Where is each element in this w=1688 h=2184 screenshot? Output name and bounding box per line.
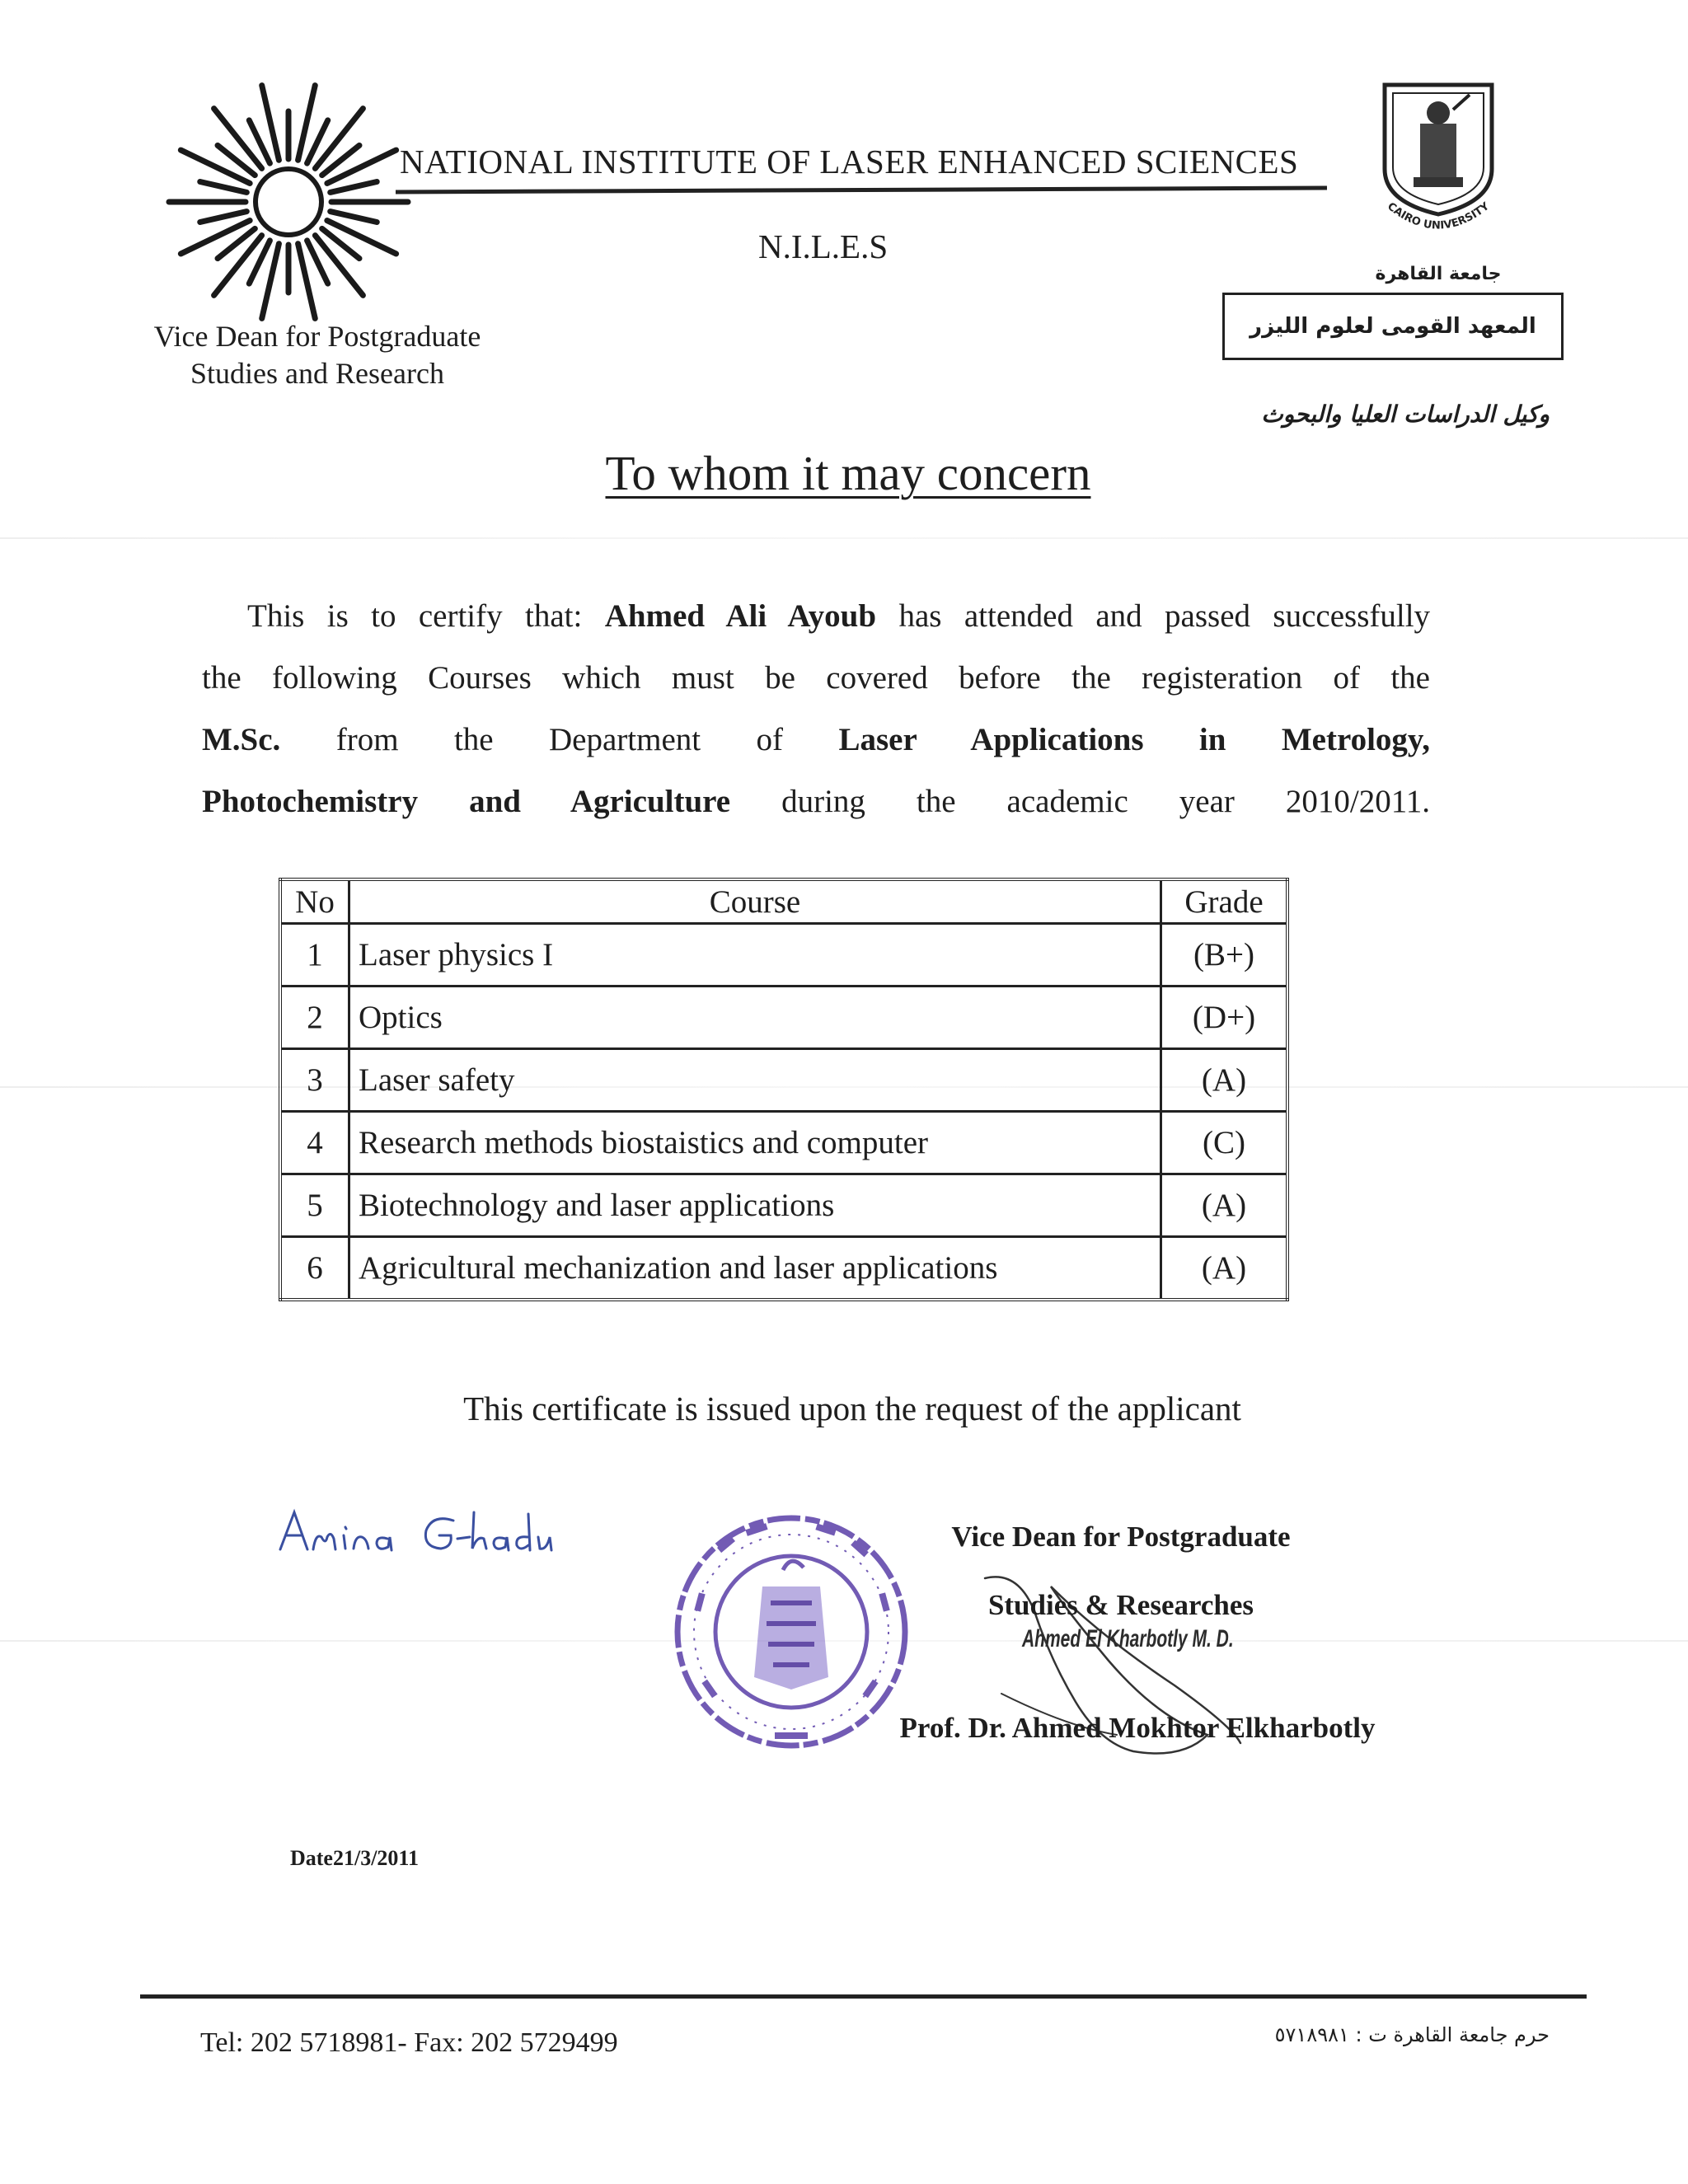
paper-fold-line	[0, 537, 1688, 539]
signature-title-line1: Vice Dean for Postgraduate	[951, 1521, 1291, 1553]
arabic-vice-dean-title: وكيل الدراسات العليا والبحوث	[1261, 401, 1550, 428]
arabic-institute-name-box	[1222, 293, 1564, 360]
institute-abbreviation: N.I.L.E.S	[758, 227, 889, 265]
sunburst-ray	[181, 221, 250, 254]
paragraph-line-1: This is to certify that: Ahmed Ali Ayoub has attended and passed successfully	[247, 598, 1431, 634]
course-name: Laser safety	[349, 1049, 1161, 1112]
course-grade: (A)	[1161, 1049, 1288, 1112]
institute-name: NATIONAL INSTITUTE OF LASER ENHANCED SCIENCES	[400, 143, 1299, 180]
column-header-no: No	[280, 879, 349, 924]
sunburst-ray	[181, 150, 250, 183]
course-name: Biotechnology and laser applications	[349, 1174, 1161, 1237]
table-row	[280, 1174, 1287, 1237]
table-row	[280, 1049, 1287, 1112]
courses-grades-table	[279, 878, 1289, 1301]
arabic-institute-name: المعهد القومى لعلوم الليزر	[1250, 314, 1536, 339]
niles-sunburst-logo	[165, 78, 412, 326]
vice-dean-title-line2: Studies and Research	[190, 357, 444, 390]
course-grade: (B+)	[1161, 924, 1288, 987]
student-name: Ahmed Ali Ayoub	[604, 598, 877, 634]
cairo-university-crest	[1372, 78, 1504, 243]
paragraph-line-3: M.Sc. from the Department of Laser Applications in Metrology,	[202, 722, 1431, 757]
vice-dean-title-line1: Vice Dean for Postgraduate	[153, 320, 481, 353]
sunburst-ray	[200, 182, 247, 193]
row-number: 3	[280, 1049, 349, 1112]
certificate-paragraph	[202, 585, 1430, 832]
issue-date: Date21/3/2011	[290, 1846, 419, 1870]
sunburst-ray	[327, 221, 396, 254]
course-name: Laser physics I	[349, 924, 1161, 987]
course-grade: (A)	[1161, 1237, 1288, 1300]
header-rule	[396, 186, 1327, 194]
row-number: 6	[280, 1237, 349, 1300]
course-name: Optics	[349, 987, 1161, 1049]
footer-contact: Tel: 202 5718981- Fax: 202 5729499	[200, 2027, 618, 2058]
sunburst-ray	[327, 150, 396, 183]
crest-lettering: CAIRO UNIVERSITY	[1385, 200, 1492, 232]
sunburst-ray	[331, 182, 377, 193]
row-number: 1	[280, 924, 349, 987]
row-number: 5	[280, 1174, 349, 1237]
issued-note: This certificate is issued upon the request of the applicant	[463, 1390, 1241, 1427]
course-name: Agricultural mechanization and laser applications	[349, 1237, 1161, 1300]
column-header-course: Course	[349, 879, 1161, 924]
handwritten-note	[276, 1496, 622, 1562]
row-number: 4	[280, 1112, 349, 1174]
footer-rule	[140, 1994, 1587, 1999]
sunburst-ray	[200, 212, 247, 223]
table-row	[280, 1112, 1287, 1174]
paragraph-line-2: the following Courses which must be covered before the registeration of the	[202, 660, 1430, 696]
page-title: To whom it may concern	[605, 446, 1091, 500]
department-part2: Photochemistry and Agriculture	[202, 784, 731, 819]
course-grade: (C)	[1161, 1112, 1288, 1174]
table-row	[280, 924, 1287, 987]
vice-dean-title-left	[124, 318, 511, 392]
cairo-university-arabic: جامعة القاهرة	[1375, 264, 1502, 284]
table-row	[280, 987, 1287, 1049]
signature-name-stamp: Ahmed El Kharbotly M. D.	[1022, 1625, 1234, 1652]
table-header-row	[280, 879, 1287, 924]
degree: M.Sc.	[202, 722, 281, 757]
course-grade: (D+)	[1161, 987, 1288, 1049]
footer-arabic-address: حرم جامعة القاهرة ت : ٥٧١٨٩٨١	[1274, 2023, 1550, 2046]
course-name: Research methods biostaistics and computer	[349, 1112, 1161, 1174]
signatory-name: Prof. Dr. Ahmed Mokhtor Elkharbotly	[899, 1712, 1376, 1744]
sunburst-ray	[331, 212, 377, 223]
signature-title-line2: Studies & Researches	[987, 1589, 1254, 1621]
row-number: 2	[280, 987, 349, 1049]
table-row	[280, 1237, 1287, 1300]
department-part1: Laser Applications in Metrology,	[838, 722, 1431, 757]
paragraph-line-4: Photochemistry and Agriculture during the academic year 2010/2011.	[202, 784, 1431, 819]
column-header-grade: Grade	[1161, 879, 1288, 924]
course-grade: (A)	[1161, 1174, 1288, 1237]
